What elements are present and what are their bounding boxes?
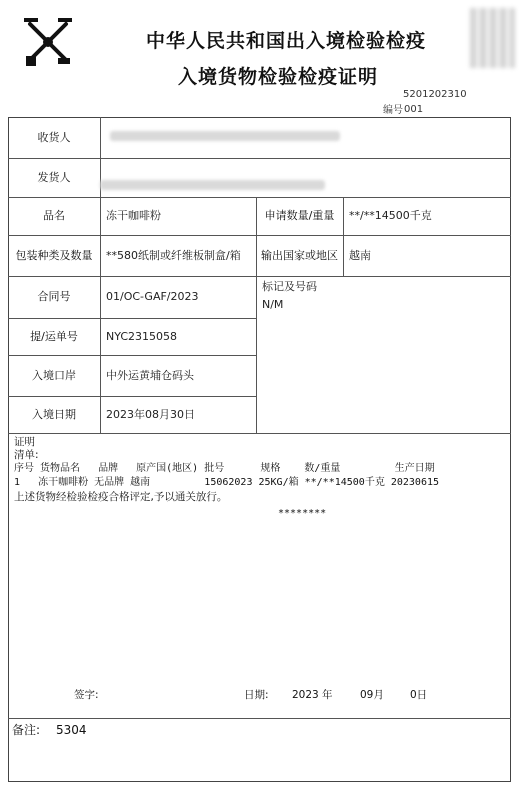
document-number-suffix: 001 [404,104,424,115]
entry-port-value: 中外运黄埔仓码头 [106,368,194,382]
declared-quantity-label: 申请数量/重量 [264,209,335,222]
origin-country-value: 越南 [349,248,371,262]
date-day: 0日 [410,689,428,701]
bill-number-value: NYC2315058 [106,329,178,343]
date-year: 2023 年 [292,689,333,701]
contract-number-value: 01/OC-GAF/2023 [106,290,199,303]
row-divider [8,718,511,719]
consignor-label: 发货人 [37,170,71,184]
document-title-line1: 中华人民共和国出入境检验检疫 [146,30,427,52]
inspection-emblem-icon [22,16,74,68]
qr-code-redacted [470,8,515,68]
consignee-value-redacted [110,131,340,141]
end-stars: ******** [278,508,327,519]
consignor-value-redacted [100,180,325,190]
date-month: 09月 [360,689,384,701]
row-divider [8,433,511,434]
bill-number-label: 提/运单号 [30,329,78,343]
goods-table-row: 1 冻干咖啡粉 无品牌 越南 15062023 25KG/箱 **/**14500千克 20230615 [14,477,440,488]
document-number: 5201202310 [403,89,467,100]
marks-value: N/M [262,298,284,311]
marks-label: 标记及号码 [262,280,317,293]
product-name-label: 品名 [43,209,65,222]
packaging-label: 包装种类及数量 [15,248,93,262]
origin-country-label: 输出国家或地区 [261,248,338,262]
inspection-statement: 上述货物经检验检疫合格评定,予以通关放行。 [14,491,228,503]
declared-quantity-value: **/**14500千克 [349,209,432,222]
entry-port-label: 入境口岸 [32,368,76,382]
remarks-label: 备注: [12,723,41,737]
document-title-line2: 入境货物检验检疫证明 [178,66,379,88]
entry-date-value: 2023年08月30日 [106,407,195,421]
list-label: 清单: [14,449,39,461]
certificate-heading: 证明 [14,436,35,448]
contract-number-label: 合同号 [37,290,71,303]
signature-label: 签字: [74,689,99,701]
packaging-value: **580纸制或纤维板制盒/箱 [106,248,241,262]
entry-date-label: 入境日期 [32,407,76,421]
product-name-value: 冻干咖啡粉 [106,209,161,222]
date-label: 日期: [244,689,269,701]
document-number-label: 编号 [383,105,403,116]
remarks-value: 5304 [56,723,87,737]
goods-table-header: 序号 货物品名 品牌 原产国(地区) 批号 规格 数/重量 生产日期 [14,463,435,474]
consignee-label: 收货人 [37,130,71,144]
